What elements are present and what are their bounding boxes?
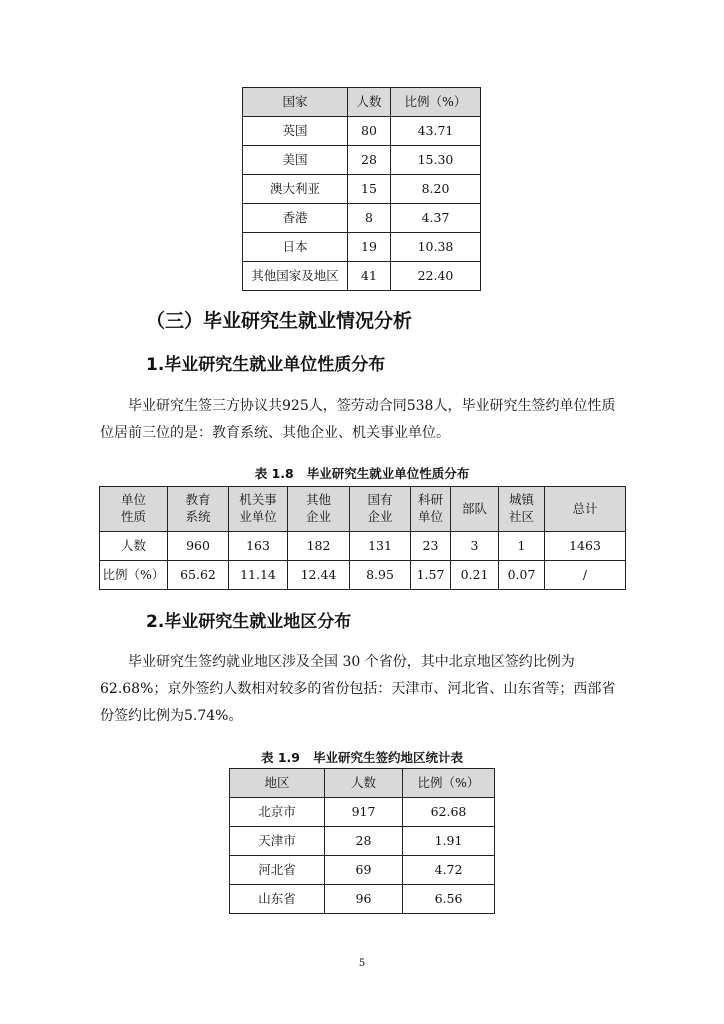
cell-region: 北京市	[230, 798, 325, 827]
table-caption-1-8: 表 1.8 毕业研究生就业单位性质分布	[254, 466, 470, 481]
table-row	[243, 262, 481, 291]
cell-ratio: 4.72	[403, 856, 495, 885]
cell-ratio: 6.56	[403, 885, 495, 914]
cell-ratio: 8.20	[391, 175, 481, 204]
cell-country: 澳大利亚	[243, 175, 348, 204]
header-research-unit	[411, 487, 451, 532]
cell-country: 香港	[243, 204, 348, 233]
header-ratio: 比例（%）	[403, 769, 495, 798]
cell-value: 12.44	[288, 561, 350, 590]
table-row	[100, 532, 626, 561]
cell-count: 28	[325, 827, 403, 856]
table-row	[243, 175, 481, 204]
cell-ratio: 62.68	[403, 798, 495, 827]
cell-value: 1	[499, 532, 545, 561]
header-line: 其他	[305, 492, 331, 508]
cell-ratio: 4.37	[391, 204, 481, 233]
header-line: 业单位	[239, 509, 277, 524]
table-row	[243, 146, 481, 175]
cell-value: 65.62	[168, 561, 229, 590]
unit-nature-table-header	[100, 487, 626, 532]
header-count: 人数	[325, 769, 403, 798]
cell-value: 163	[229, 532, 288, 561]
header-line: 教育	[185, 492, 211, 508]
cell-value: 3	[451, 532, 499, 561]
header-region: 地区	[230, 769, 325, 798]
cell-row-label: 人数	[100, 532, 168, 561]
cell-value: 11.14	[229, 561, 288, 590]
cell-region: 山东省	[230, 885, 325, 914]
header-country: 国家	[243, 88, 348, 117]
table-row	[243, 233, 481, 262]
header-line: 企业	[367, 509, 393, 524]
cell-value: 8.95	[350, 561, 411, 590]
cell-country: 其他国家及地区	[243, 262, 348, 291]
cell-value: 23	[411, 532, 451, 561]
cell-count: 96	[325, 885, 403, 914]
header-line: 单位	[417, 509, 443, 524]
cell-count: 19	[348, 233, 391, 262]
cell-value: 131	[350, 532, 411, 561]
cell-value: 1463	[545, 532, 626, 561]
cell-count: 69	[325, 856, 403, 885]
table-row	[243, 204, 481, 233]
cell-country: 英国	[243, 117, 348, 146]
header-unit-nature	[100, 487, 168, 532]
cell-value: 0.07	[499, 561, 545, 590]
subsection-heading-2: 2.毕业研究生就业地区分布	[146, 612, 352, 632]
cell-ratio: 43.71	[391, 117, 481, 146]
cell-count: 80	[348, 117, 391, 146]
header-line: 企业	[305, 509, 331, 524]
header-line: 系统	[185, 509, 211, 524]
cell-ratio: 22.40	[391, 262, 481, 291]
cell-count: 15	[348, 175, 391, 204]
cell-country: 日本	[243, 233, 348, 262]
country-table-header	[243, 88, 481, 117]
page-number: 5	[358, 958, 366, 969]
cell-value: 0.21	[451, 561, 499, 590]
cell-row-label: 比例（%）	[100, 561, 168, 590]
cell-count: 41	[348, 262, 391, 291]
header-line: 社区	[508, 509, 534, 524]
table-row	[230, 856, 495, 885]
cell-country: 美国	[243, 146, 348, 175]
header-count: 人数	[348, 88, 391, 117]
table-row	[243, 117, 481, 146]
cell-region: 河北省	[230, 856, 325, 885]
cell-ratio: 15.30	[391, 146, 481, 175]
header-line: 科研	[417, 492, 443, 508]
paragraph-1: 毕业研究生签三方协议共925人，签劳动合同538人，毕业研究生签约单位性质位居前三位的是：教育系统、其他企业、机关事业单位。	[100, 398, 616, 441]
cell-value: 960	[168, 532, 229, 561]
section-heading: （三）毕业研究生就业情况分析	[146, 310, 413, 332]
table-row	[230, 827, 495, 856]
header-institution	[229, 487, 288, 532]
cell-count: 28	[348, 146, 391, 175]
cell-value: 1.57	[411, 561, 451, 590]
header-line: 机关事	[239, 492, 277, 508]
country-table	[242, 87, 481, 291]
header-state-enterprise	[350, 487, 411, 532]
header-ratio: 比例（%）	[391, 88, 481, 117]
cell-region: 天津市	[230, 827, 325, 856]
header-total	[545, 487, 626, 532]
header-line: 性质	[120, 509, 146, 524]
header-line: 城镇	[508, 492, 534, 508]
unit-nature-table	[99, 486, 626, 590]
cell-count: 917	[325, 798, 403, 827]
region-table-header	[230, 769, 495, 798]
cell-ratio: 1.91	[403, 827, 495, 856]
subsection-heading-1: 1.毕业研究生就业单位性质分布	[146, 355, 386, 375]
header-education	[168, 487, 229, 532]
region-table	[229, 768, 495, 914]
header-army	[451, 487, 499, 532]
table-row	[100, 561, 626, 590]
cell-value: 182	[288, 532, 350, 561]
cell-value: /	[545, 561, 626, 590]
table-row	[230, 798, 495, 827]
header-line: 单位	[120, 492, 146, 508]
cell-count: 8	[348, 204, 391, 233]
header-community	[499, 487, 545, 532]
header-line: 国有	[367, 492, 393, 508]
cell-ratio: 10.38	[391, 233, 481, 262]
paragraph-2: 毕业研究生签约就业地区涉及全国 30 个省份，其中北京地区签约比例为62.68%；京外签约人数相对较多的省份包括：天津市、河北省、山东省等；西部省份签约比例为5.74%。	[100, 654, 616, 724]
table-row	[230, 885, 495, 914]
header-line: 部队	[461, 500, 487, 516]
table-caption-1-9: 表 1.9 毕业研究生签约地区统计表	[260, 750, 464, 765]
header-line: 总计	[572, 500, 598, 516]
header-other-enterprise	[288, 487, 350, 532]
